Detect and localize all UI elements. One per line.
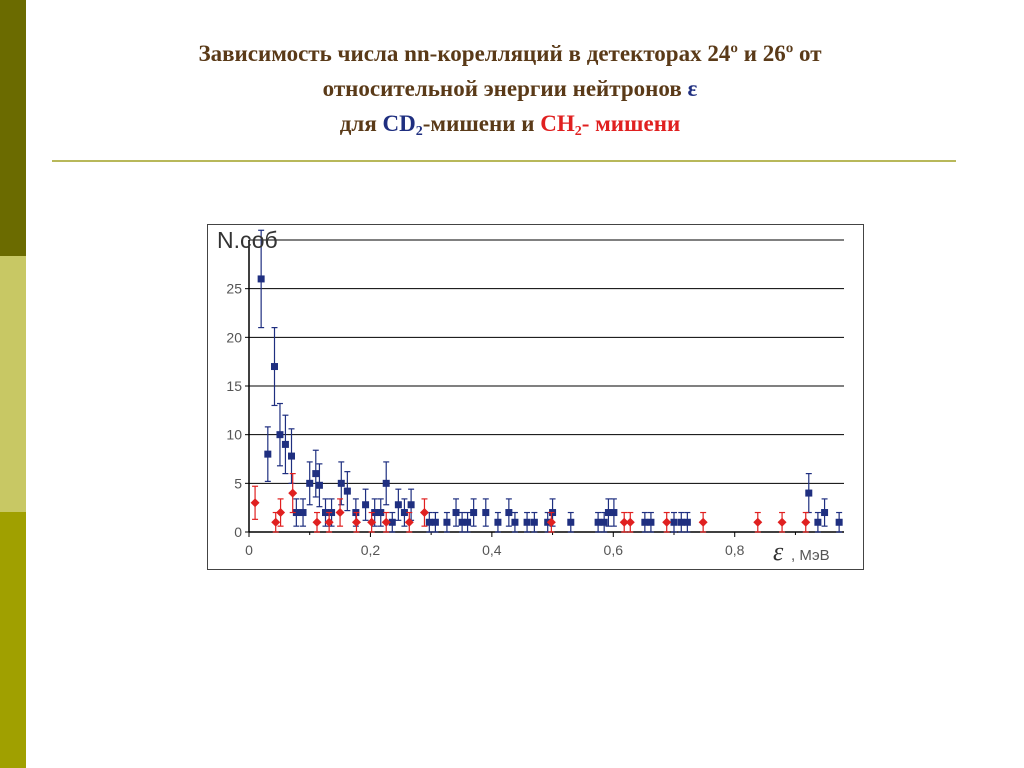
square-marker	[647, 519, 654, 526]
y-tick-label: 15	[226, 378, 242, 394]
square-marker	[276, 431, 283, 438]
square-marker	[271, 363, 278, 370]
square-marker	[362, 501, 369, 508]
left-band-mid	[0, 512, 26, 768]
square-marker	[470, 509, 477, 516]
square-marker	[426, 519, 433, 526]
chart-frame	[208, 225, 864, 570]
x-axis-symbol: ε	[773, 537, 784, 566]
title-and: и	[521, 111, 535, 136]
square-marker	[524, 519, 531, 526]
square-marker	[494, 519, 501, 526]
x-tick-label: 0	[245, 542, 253, 558]
square-marker	[443, 519, 450, 526]
square-marker	[300, 509, 307, 516]
square-marker	[531, 519, 538, 526]
cd2-formula: CD	[382, 111, 416, 136]
square-marker	[641, 519, 648, 526]
square-marker	[464, 519, 471, 526]
y-tick-label: 25	[226, 280, 242, 297]
square-marker	[453, 509, 460, 516]
ch2-suffix: - мишени	[581, 111, 681, 136]
square-marker	[408, 501, 415, 508]
square-marker	[511, 519, 518, 526]
square-marker	[567, 519, 574, 526]
square-marker	[505, 509, 512, 516]
cd2-suffix: -мишени	[422, 111, 516, 136]
square-marker	[338, 480, 345, 487]
square-marker	[482, 509, 489, 516]
ch2-label	[540, 111, 681, 139]
y-tick-label: 5	[234, 475, 242, 492]
square-marker	[316, 482, 323, 489]
square-marker	[836, 519, 843, 526]
square-marker	[432, 519, 439, 526]
y-axis-label: N.соб	[217, 227, 278, 253]
left-band-dark	[0, 0, 26, 256]
square-marker	[312, 470, 319, 477]
square-marker	[282, 441, 289, 448]
square-marker	[678, 519, 685, 526]
title-line-2-text: относительной энергии нейтронов	[322, 76, 682, 101]
epsilon-symbol: ε	[687, 76, 698, 101]
square-marker	[671, 519, 678, 526]
x-tick-label: 0,6	[603, 542, 624, 558]
title-for: для	[339, 111, 377, 136]
left-band-light	[0, 256, 26, 512]
square-marker	[377, 509, 384, 516]
title-line-3	[60, 106, 960, 141]
square-marker	[383, 480, 390, 487]
square-marker	[344, 488, 351, 495]
y-tick-label: 20	[226, 329, 242, 346]
slide-title	[60, 36, 960, 141]
ch2-formula: CH	[540, 111, 575, 136]
cd2-label	[382, 111, 423, 139]
square-marker	[395, 501, 402, 508]
square-marker	[814, 519, 821, 526]
title-divider	[52, 160, 956, 162]
square-marker	[805, 490, 812, 497]
title-line-1: Зависимость числа nn-корелляций в детекторах 24º и 26º от	[198, 41, 822, 66]
ch2-subscript: 2	[574, 124, 582, 139]
square-marker	[821, 509, 828, 516]
square-marker	[601, 519, 608, 526]
square-marker	[306, 480, 313, 487]
cd2-subscript: 2	[415, 124, 423, 139]
x-axis-unit: , МэВ	[791, 547, 830, 564]
square-marker	[264, 451, 271, 458]
x-tick-label: 0,4	[482, 542, 502, 558]
y-tick-label: 10	[226, 426, 242, 443]
x-tick-label: 0,8	[724, 542, 745, 558]
y-tick-label: 0	[234, 524, 242, 540]
x-tick-label: 0,2	[360, 542, 381, 558]
square-marker	[258, 275, 265, 282]
title-line-2	[60, 71, 960, 106]
square-marker	[288, 453, 295, 460]
square-marker	[595, 519, 602, 526]
nn-correlation-chart	[207, 224, 864, 570]
square-marker	[684, 519, 691, 526]
square-marker	[610, 509, 617, 516]
